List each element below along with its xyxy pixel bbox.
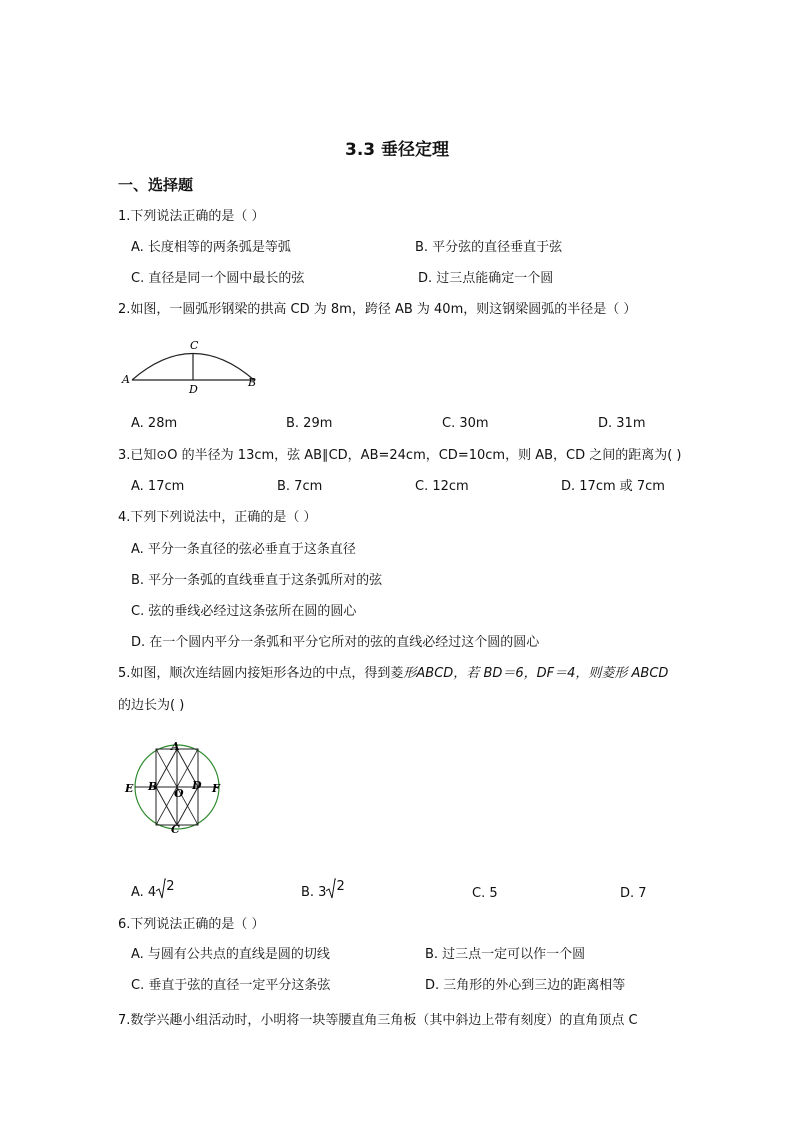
label-a: A xyxy=(171,740,180,753)
option-b xyxy=(301,878,345,902)
question-stem: 1.下列说法正确的是（ ） xyxy=(118,209,265,224)
label-d: D xyxy=(192,779,202,792)
option-a-radicand: 2 xyxy=(166,879,175,894)
stem-part-2: 形ABCD，若 BD＝6，DF＝4，则菱形 ABCD xyxy=(403,666,669,681)
option-d: D. 三角形的外心到三边的距离相等 xyxy=(425,978,626,993)
label-b: B xyxy=(248,376,257,389)
section-heading: 一、选择题 xyxy=(118,176,194,194)
question-stem-cont: 的边长为( ) xyxy=(118,698,185,713)
option-a: A. 长度相等的两条弧是等弧 xyxy=(131,240,291,255)
option-a xyxy=(131,878,174,902)
option-b-prefix: B. 3 xyxy=(301,885,327,900)
option-a: A. 平分一条直径的弦必垂直于这条直径 xyxy=(131,542,356,557)
option-b-radicand: 2 xyxy=(336,879,345,894)
label-d: D xyxy=(189,383,198,396)
option-b: B. 平分一条弧的直线垂直于这条弧所对的弦 xyxy=(131,573,383,588)
option-d: D. 在一个圆内平分一条弧和平分它所对的弦的直线必经过这个圆的圆心 xyxy=(131,635,540,650)
label-o: O xyxy=(174,787,184,800)
option-b: B. 平分弦的直径垂直于弦 xyxy=(415,240,563,255)
page-title: 3.3 垂径定理 xyxy=(345,140,450,160)
option-a-prefix: A. 4 xyxy=(131,885,157,900)
sqrt-icon xyxy=(326,878,336,900)
option-c: C. 30m xyxy=(442,416,489,431)
option-a: A. 28m xyxy=(131,416,178,431)
arch-figure xyxy=(118,335,268,397)
label-b: B xyxy=(148,780,158,793)
option-d: D. 过三点能确定一个圆 xyxy=(418,271,554,286)
option-c: C. 5 xyxy=(472,886,498,901)
label-c: C xyxy=(171,823,180,836)
option-d: D. 31m xyxy=(598,416,646,431)
question-stem: 7.数学兴趣小组活动时，小明将一块等腰直角三角板（其中斜边上带有刻度）的直角顶点 C xyxy=(118,1013,638,1028)
label-a: A xyxy=(122,373,130,386)
option-c: C. 弦的垂线必经过这条弦所在圆的圆心 xyxy=(131,604,357,619)
option-c: C. 垂直于弦的直径一定平分这条弦 xyxy=(131,978,331,993)
option-d: D. 17cm 或 7cm xyxy=(561,479,665,494)
option-b: B. 7cm xyxy=(277,479,323,494)
label-e: E xyxy=(125,782,134,795)
option-a: A. 17cm xyxy=(131,479,185,494)
option-a: A. 与圆有公共点的直线是圆的切线 xyxy=(131,947,330,962)
option-d: D. 7 xyxy=(620,886,647,901)
rhombus-figure xyxy=(122,740,226,836)
option-b: B. 过三点一定可以作一个圆 xyxy=(425,947,586,962)
option-c: C. 12cm xyxy=(415,479,469,494)
question-stem: 3.已知⊙O 的半径为 13cm，弦 AB∥CD，AB=24cm，CD=10cm，则 AB，CD 之间的距离为( ) xyxy=(118,448,682,463)
question-stem: 4.下列下列说法中，正确的是（ ） xyxy=(118,510,317,525)
question-stem xyxy=(118,665,668,683)
label-f: F xyxy=(212,782,220,795)
option-c: C. 直径是同一个圆中最长的弦 xyxy=(131,271,305,286)
stem-part-1: 5.如图，顺次连结圆内接矩形各边的中点，得到菱 xyxy=(118,666,404,681)
question-stem: 6.下列说法正确的是（ ） xyxy=(118,917,265,932)
label-c: C xyxy=(190,339,199,352)
sqrt-icon xyxy=(156,878,166,900)
option-b: B. 29m xyxy=(286,416,333,431)
question-stem: 2.如图，一圆弧形钢梁的拱高 CD 为 8m，跨径 AB 为 40m，则这钢梁圆弧的半径是（ ） xyxy=(118,302,637,317)
